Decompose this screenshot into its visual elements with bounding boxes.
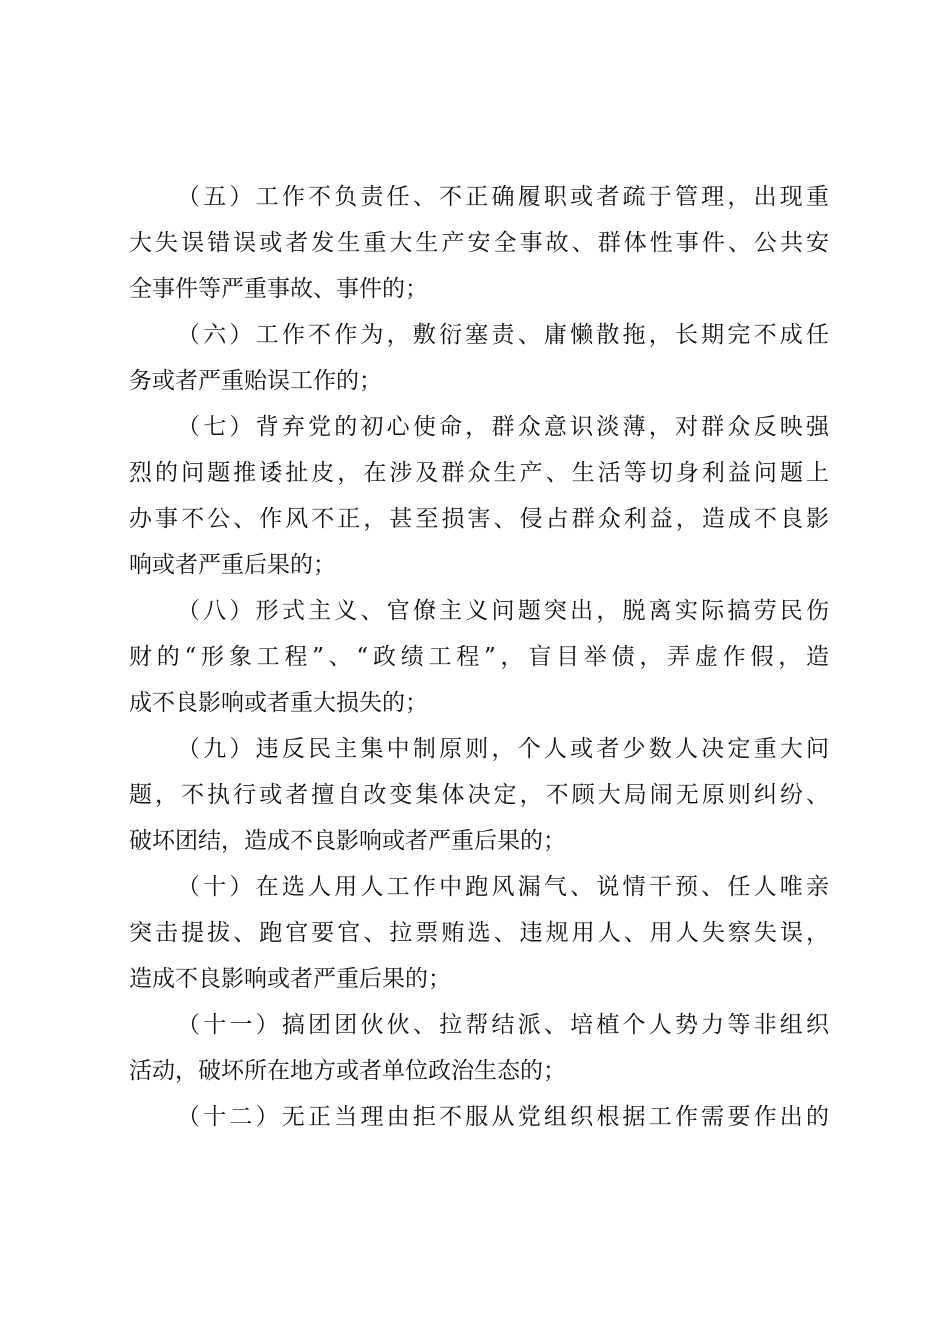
text-line: （九）违反民主集中制原则，个人或者少数人决定重大问 [177,736,829,762]
text-line: （七）背弃党的初心使命，群众意识淡薄，对群众反映强 [177,414,829,440]
text-line: 大失误错误或者发生重大生产安全事故、群体性事件、公共安 [129,230,829,256]
text-line: （十）在选人用人工作中跑风漏气、说情干预、任人唯亲 [177,874,829,900]
text-line: 题，不执行或者擅自改变集体决定，不顾大局闹无原则纠纷、 [129,782,829,808]
text-line: （十二）无正当理由拒不服从党组织根据工作需要作出的 [177,1104,829,1130]
text-line: （五）工作不负责任、不正确履职或者疏于管理，出现重 [177,184,829,210]
text-line: 突击提拔、跑官要官、拉票贿选、违规用人、用人失察失误， [129,920,829,946]
text-line: （十一）搞团团伙伙、拉帮结派、培植个人势力等非组织 [177,1012,829,1038]
text-line: （六）工作不作为，敷衍塞责、庸懒散拖，长期完不成任 [177,322,829,348]
text-line: 破坏团结，造成不良影响或者严重后果的； [129,828,566,854]
text-line: 活动，破坏所在地方或者单位政治生态的； [129,1058,566,1084]
text-line: 烈的问题推诿扯皮，在涉及群众生产、生活等切身利益问题上 [129,460,829,486]
text-line: 成不良影响或者重大损失的； [129,690,428,716]
text-line: 务或者严重贻误工作的； [129,368,382,394]
text-line: 响或者严重后果的； [129,552,336,578]
text-line: 办事不公、作风不正，甚至损害、侵占群众利益，造成不良影 [129,506,829,532]
text-line: 造成不良影响或者严重后果的； [129,966,451,992]
text-line: （八）形式主义、官僚主义问题突出，脱离实际搞劳民伤 [177,598,829,624]
text-line: 全事件等严重事故、事件的； [129,276,428,302]
text-line: 财的“形象工程”、“政绩工程”，盲目举债，弄虚作假，造 [129,644,829,670]
